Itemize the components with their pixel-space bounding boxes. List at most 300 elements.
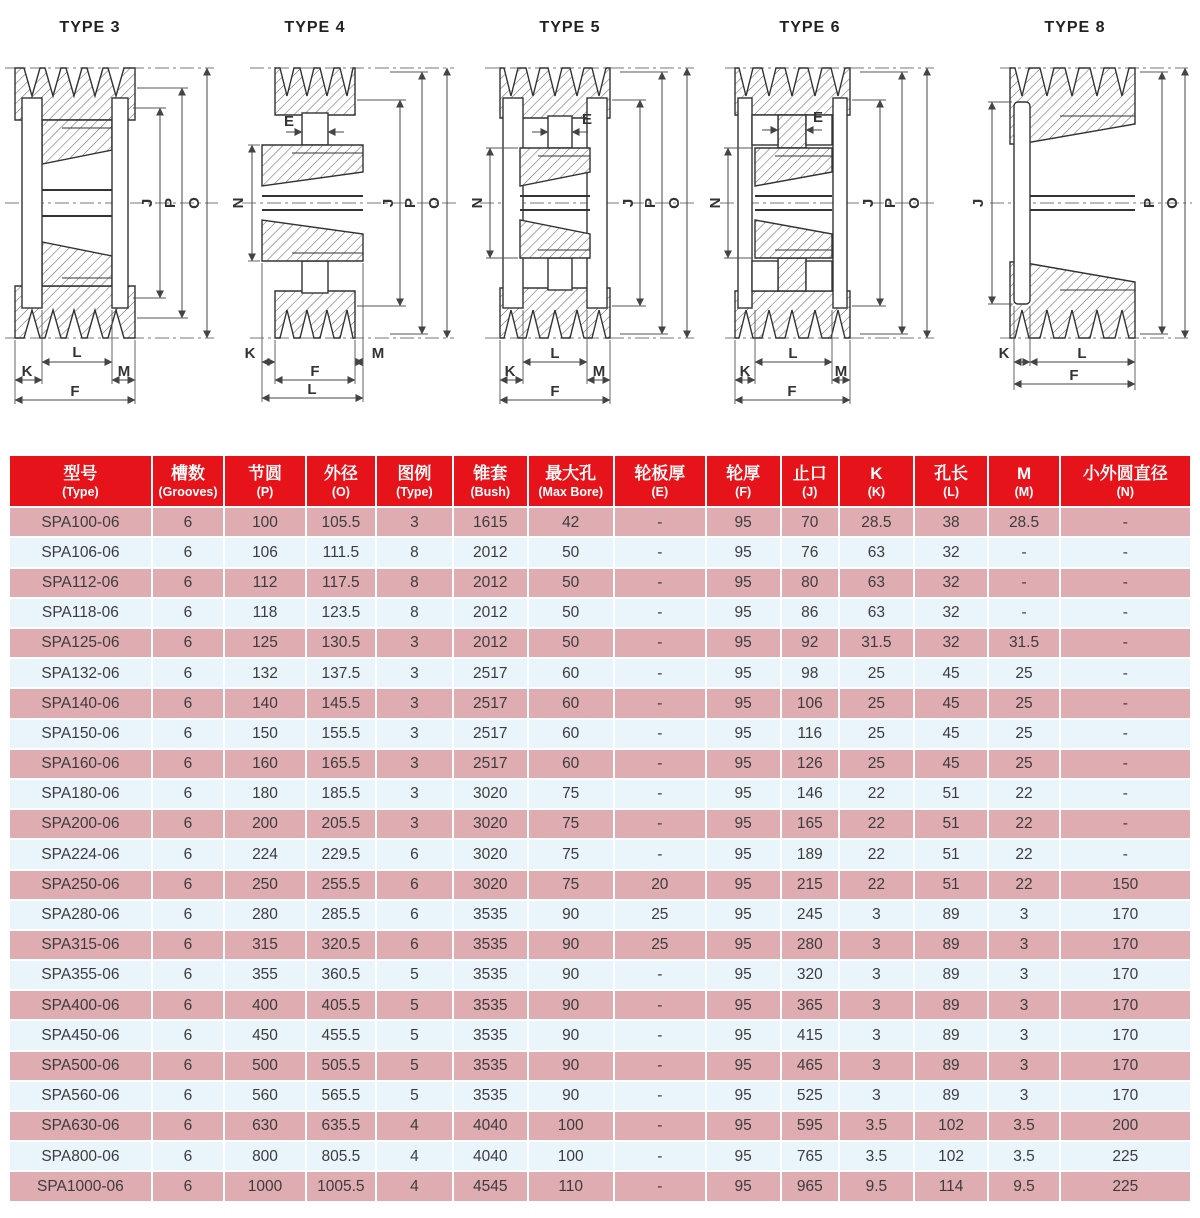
table-cell: 455.5 <box>307 1021 375 1049</box>
table-row <box>10 569 1190 597</box>
dim-label-L: L <box>1077 345 1087 362</box>
table-cell: 170 <box>1061 961 1190 989</box>
table-cell: SPA560-06 <box>10 1082 151 1110</box>
table-cell: 145.5 <box>307 689 375 717</box>
table-cell: 189 <box>782 840 839 868</box>
table-cell: 2012 <box>454 599 527 627</box>
table-cell: 22 <box>840 780 913 808</box>
dim-label-M: M <box>592 363 606 380</box>
column-header: 轮板厚 (E) <box>615 456 705 506</box>
table-cell: 3 <box>989 901 1058 929</box>
table-body <box>10 508 1190 1200</box>
table-cell: SPA200-06 <box>10 810 151 838</box>
table-cell: - <box>615 991 705 1019</box>
table-cell: 140 <box>225 689 305 717</box>
table-cell: 110 <box>529 1172 613 1200</box>
column-header: 锥套 (Bush) <box>454 456 527 506</box>
table-cell: 95 <box>707 1021 780 1049</box>
table-cell: 3.5 <box>840 1112 913 1140</box>
table-cell: 6 <box>153 780 223 808</box>
table-cell: - <box>989 569 1058 597</box>
table-cell: 3 <box>377 750 452 778</box>
table-cell: 3020 <box>454 840 527 868</box>
table-cell: 32 <box>915 629 988 657</box>
table-cell: 2517 <box>454 720 527 748</box>
table-cell: - <box>615 780 705 808</box>
table-cell: - <box>615 629 705 657</box>
table-cell: 92 <box>782 629 839 657</box>
dim-label-L: L <box>550 345 560 362</box>
dim-label-L: L <box>788 345 798 362</box>
table-cell: - <box>615 961 705 989</box>
dim-label-F: F <box>1069 367 1079 384</box>
spec-table <box>8 454 1192 1203</box>
table-cell: 245 <box>782 901 839 929</box>
table-cell: 500 <box>225 1052 305 1080</box>
table-cell: 4 <box>377 1172 452 1200</box>
dim-label-O: O <box>426 197 443 209</box>
table-cell: 3 <box>989 961 1058 989</box>
table-cell: - <box>615 810 705 838</box>
table-cell: 31.5 <box>840 629 913 657</box>
dim-label-E: E <box>813 109 824 126</box>
table-row <box>10 538 1190 566</box>
table-cell: 465 <box>782 1052 839 1080</box>
table-cell: 6 <box>153 1082 223 1110</box>
table-cell: - <box>1061 720 1190 748</box>
table-cell: SPA224-06 <box>10 840 151 868</box>
table-cell: 6 <box>153 1142 223 1170</box>
table-cell: 25 <box>615 931 705 959</box>
table-cell: - <box>1061 810 1190 838</box>
table-cell: 6 <box>153 1021 223 1049</box>
table-cell: 5 <box>377 1021 452 1049</box>
table-cell: SPA250-06 <box>10 871 151 899</box>
table-cell: 800 <box>225 1142 305 1170</box>
table-cell: 3535 <box>454 931 527 959</box>
drawing-title: TYPE 6 <box>779 19 841 36</box>
table-cell: 2012 <box>454 629 527 657</box>
table-cell: 3 <box>989 1021 1058 1049</box>
table-row <box>10 1052 1190 1080</box>
table-cell: 95 <box>707 1142 780 1170</box>
table-cell: 25 <box>989 689 1058 717</box>
table-cell: SPA150-06 <box>10 720 151 748</box>
dim-label-J: J <box>380 198 397 208</box>
table-cell: 51 <box>915 780 988 808</box>
table-cell: 100 <box>225 508 305 536</box>
table-row <box>10 840 1190 868</box>
table-cell: 1615 <box>454 508 527 536</box>
table-cell: 525 <box>782 1082 839 1110</box>
table-cell: 6 <box>153 931 223 959</box>
table-cell: 3 <box>840 961 913 989</box>
table-cell: 123.5 <box>307 599 375 627</box>
table-cell: 25 <box>989 659 1058 687</box>
table-cell: 50 <box>529 538 613 566</box>
table-cell: 6 <box>153 1112 223 1140</box>
table-cell: 3 <box>989 1082 1058 1110</box>
table-cell: 5 <box>377 961 452 989</box>
column-header: 孔长 (L) <box>915 456 988 506</box>
table-cell: 95 <box>707 931 780 959</box>
table-cell: 22 <box>989 871 1058 899</box>
table-cell: 95 <box>707 991 780 1019</box>
table-cell: - <box>615 750 705 778</box>
table-cell: 630 <box>225 1112 305 1140</box>
table-cell: 2012 <box>454 569 527 597</box>
table-row <box>10 871 1190 899</box>
table-cell: 51 <box>915 840 988 868</box>
table-cell: SPA180-06 <box>10 780 151 808</box>
table-cell: SPA106-06 <box>10 538 151 566</box>
table-cell: 60 <box>529 720 613 748</box>
table-cell: 28.5 <box>989 508 1058 536</box>
table-cell: 106 <box>782 689 839 717</box>
table-cell: 2517 <box>454 689 527 717</box>
table-cell: 2517 <box>454 750 527 778</box>
table-cell: 6 <box>153 1052 223 1080</box>
table-cell: 3020 <box>454 810 527 838</box>
table-cell: 45 <box>915 689 988 717</box>
table-cell: 3 <box>377 780 452 808</box>
table-cell: 102 <box>915 1112 988 1140</box>
table-cell: 6 <box>153 569 223 597</box>
table-cell: - <box>615 508 705 536</box>
dim-label-P: P <box>162 197 179 209</box>
table-cell: SPA400-06 <box>10 991 151 1019</box>
table-cell: 170 <box>1061 1082 1190 1110</box>
table-cell: 95 <box>707 629 780 657</box>
drawing-title: TYPE 3 <box>59 19 121 36</box>
table-cell: 170 <box>1061 931 1190 959</box>
table-cell: - <box>615 569 705 597</box>
table-cell: 355 <box>225 961 305 989</box>
table-cell: - <box>989 538 1058 566</box>
table-row <box>10 901 1190 929</box>
table-cell: 6 <box>153 961 223 989</box>
table-cell: 95 <box>707 901 780 929</box>
table-cell: 255.5 <box>307 871 375 899</box>
drawing-title: TYPE 4 <box>284 19 346 36</box>
dim-label-K: K <box>244 345 256 362</box>
table-cell: 400 <box>225 991 305 1019</box>
table-cell: 205.5 <box>307 810 375 838</box>
table-cell: 3 <box>840 1052 913 1080</box>
table-cell: - <box>1061 780 1190 808</box>
dim-label-K: K <box>739 363 751 380</box>
table-cell: 76 <box>782 538 839 566</box>
table-cell: - <box>615 1021 705 1049</box>
table-cell: 3 <box>377 508 452 536</box>
column-header: 止口 (J) <box>782 456 839 506</box>
table-cell: - <box>1061 750 1190 778</box>
table-cell: 3 <box>989 991 1058 1019</box>
table-cell: 95 <box>707 780 780 808</box>
table-row <box>10 629 1190 657</box>
table-cell: 3535 <box>454 901 527 929</box>
table-cell: 95 <box>707 689 780 717</box>
table-cell: 3 <box>840 1082 913 1110</box>
pulley-drawings-section <box>0 0 1200 448</box>
dim-label-M: M <box>371 345 385 362</box>
table-cell: 3.5 <box>989 1112 1058 1140</box>
table-cell: 3535 <box>454 961 527 989</box>
dim-label-J: J <box>860 198 877 208</box>
table-cell: 89 <box>915 991 988 1019</box>
table-cell: 3 <box>840 931 913 959</box>
table-cell: 60 <box>529 750 613 778</box>
table-cell: 185.5 <box>307 780 375 808</box>
table-cell: 89 <box>915 961 988 989</box>
table-cell: 50 <box>529 629 613 657</box>
table-cell: 45 <box>915 750 988 778</box>
column-header: 图例 (Type) <box>377 456 452 506</box>
table-cell: 3535 <box>454 991 527 1019</box>
table-cell: 2012 <box>454 538 527 566</box>
table-cell: SPA315-06 <box>10 931 151 959</box>
table-cell: 6 <box>377 931 452 959</box>
table-cell: 80 <box>782 569 839 597</box>
table-cell: 102 <box>915 1142 988 1170</box>
table-row <box>10 720 1190 748</box>
dim-label-P: P <box>642 197 659 209</box>
type-4-drawing <box>230 19 458 402</box>
table-cell: 6 <box>153 750 223 778</box>
table-cell: 25 <box>840 750 913 778</box>
table-cell: 60 <box>529 689 613 717</box>
table-row <box>10 750 1190 778</box>
table-cell: 285.5 <box>307 901 375 929</box>
table-row <box>10 659 1190 687</box>
table-cell: 95 <box>707 599 780 627</box>
table-cell: - <box>1061 689 1190 717</box>
table-cell: - <box>1061 659 1190 687</box>
table-cell: 95 <box>707 659 780 687</box>
table-cell: 45 <box>915 720 988 748</box>
drawing-title: TYPE 5 <box>539 19 601 36</box>
table-cell: 32 <box>915 538 988 566</box>
table-cell: 63 <box>840 538 913 566</box>
table-cell: - <box>615 689 705 717</box>
table-cell: - <box>989 599 1058 627</box>
table-cell: 95 <box>707 1082 780 1110</box>
table-row <box>10 1082 1190 1110</box>
dim-label-F: F <box>310 363 320 380</box>
table-cell: 6 <box>153 901 223 929</box>
table-row <box>10 508 1190 536</box>
table-cell: 90 <box>529 1082 613 1110</box>
table-cell: 90 <box>529 1052 613 1080</box>
table-cell: SPA355-06 <box>10 961 151 989</box>
table-cell: 3 <box>840 991 913 1019</box>
table-cell: 8 <box>377 569 452 597</box>
table-cell: 3535 <box>454 1052 527 1080</box>
dim-label-N: N <box>469 197 486 209</box>
table-cell: 22 <box>989 810 1058 838</box>
table-cell: - <box>615 599 705 627</box>
table-cell: 4 <box>377 1142 452 1170</box>
table-row <box>10 599 1190 627</box>
table-cell: 215 <box>782 871 839 899</box>
table-cell: 1000 <box>225 1172 305 1200</box>
column-header: 外径 (O) <box>307 456 375 506</box>
type-6-drawing <box>707 19 938 404</box>
table-cell: 95 <box>707 750 780 778</box>
table-cell: 6 <box>153 991 223 1019</box>
table-cell: 95 <box>707 840 780 868</box>
table-cell: 146 <box>782 780 839 808</box>
type-5-drawing <box>469 19 698 404</box>
dim-label-E: E <box>283 113 294 130</box>
type-8-drawing <box>970 19 1192 390</box>
table-cell: 229.5 <box>307 840 375 868</box>
dim-label-O: O <box>666 197 683 209</box>
table-cell: 89 <box>915 901 988 929</box>
table-cell: 89 <box>915 1052 988 1080</box>
table-row <box>10 991 1190 1019</box>
table-cell: 20 <box>615 871 705 899</box>
table-cell: 32 <box>915 599 988 627</box>
table-cell: SPA125-06 <box>10 629 151 657</box>
table-cell: 50 <box>529 569 613 597</box>
table-cell: 95 <box>707 871 780 899</box>
table-cell: 22 <box>840 840 913 868</box>
table-cell: 6 <box>377 840 452 868</box>
table-cell: 100 <box>529 1142 613 1170</box>
table-cell: 150 <box>1061 871 1190 899</box>
table-cell: 90 <box>529 901 613 929</box>
table-cell: 75 <box>529 871 613 899</box>
table-cell: 3020 <box>454 780 527 808</box>
column-header: 槽数 (Grooves) <box>153 456 223 506</box>
dim-label-P: P <box>402 197 419 209</box>
table-cell: 225 <box>1061 1172 1190 1200</box>
table-row <box>10 780 1190 808</box>
table-cell: 126 <box>782 750 839 778</box>
table-cell: 132 <box>225 659 305 687</box>
table-cell: 90 <box>529 1021 613 1049</box>
type-3-drawing <box>5 19 218 404</box>
table-cell: - <box>615 720 705 748</box>
table-cell: - <box>615 538 705 566</box>
pulley-drawings <box>0 0 1200 448</box>
dim-label-P: P <box>882 197 899 209</box>
table-cell: 100 <box>529 1112 613 1140</box>
column-header: 最大孔 (Max Bore) <box>529 456 613 506</box>
table-cell: 3.5 <box>989 1142 1058 1170</box>
table-cell: 95 <box>707 538 780 566</box>
table-cell: 165.5 <box>307 750 375 778</box>
table-cell: 25 <box>989 750 1058 778</box>
table-cell: 9.5 <box>840 1172 913 1200</box>
table-cell: - <box>615 1172 705 1200</box>
table-row <box>10 1112 1190 1140</box>
table-cell: 3 <box>840 1021 913 1049</box>
table-cell: 112 <box>225 569 305 597</box>
table-cell: 22 <box>989 840 1058 868</box>
table-cell: - <box>615 1112 705 1140</box>
table-row <box>10 1142 1190 1170</box>
table-cell: SPA500-06 <box>10 1052 151 1080</box>
table-cell: 105.5 <box>307 508 375 536</box>
table-cell: 137.5 <box>307 659 375 687</box>
table-cell: SPA160-06 <box>10 750 151 778</box>
table-cell: 1005.5 <box>307 1172 375 1200</box>
dim-label-M: M <box>117 363 131 380</box>
table-cell: 117.5 <box>307 569 375 597</box>
table-cell: 6 <box>153 871 223 899</box>
drawing-title: TYPE 8 <box>1044 19 1106 36</box>
table-cell: 3 <box>989 1052 1058 1080</box>
dim-label-J: J <box>970 198 987 208</box>
table-cell: 42 <box>529 508 613 536</box>
table-cell: 560 <box>225 1082 305 1110</box>
table-cell: 3 <box>377 720 452 748</box>
table-cell: 3.5 <box>840 1142 913 1170</box>
table-cell: 38 <box>915 508 988 536</box>
table-cell: 150 <box>225 720 305 748</box>
table-cell: 280 <box>225 901 305 929</box>
table-cell: 3 <box>377 629 452 657</box>
dim-label-O: O <box>1164 197 1181 209</box>
dim-label-E: E <box>582 111 593 128</box>
table-cell: 200 <box>1061 1112 1190 1140</box>
table-cell: 25 <box>840 659 913 687</box>
table-cell: 5 <box>377 1052 452 1080</box>
table-cell: 165 <box>782 810 839 838</box>
table-cell: 95 <box>707 569 780 597</box>
dim-label-P: P <box>1141 197 1158 209</box>
dim-label-N: N <box>230 197 247 209</box>
table-cell: 6 <box>377 901 452 929</box>
table-cell: 95 <box>707 508 780 536</box>
table-cell: 28.5 <box>840 508 913 536</box>
table-cell: 155.5 <box>307 720 375 748</box>
table-cell: 90 <box>529 991 613 1019</box>
table-row <box>10 1172 1190 1200</box>
table-cell: 320 <box>782 961 839 989</box>
table-cell: 3535 <box>454 1082 527 1110</box>
table-cell: 965 <box>782 1172 839 1200</box>
column-header: 节圆 (P) <box>225 456 305 506</box>
table-cell: - <box>1061 629 1190 657</box>
table-cell: - <box>1061 599 1190 627</box>
table-cell: 50 <box>529 599 613 627</box>
table-cell: 3 <box>989 931 1058 959</box>
table-row <box>10 1021 1190 1049</box>
dim-label-O: O <box>186 197 203 209</box>
table-cell: 6 <box>153 629 223 657</box>
table-cell: - <box>615 659 705 687</box>
table-cell: 2517 <box>454 659 527 687</box>
dim-label-L: L <box>72 344 82 361</box>
table-cell: 3020 <box>454 871 527 899</box>
table-cell: 32 <box>915 569 988 597</box>
table-cell: 118 <box>225 599 305 627</box>
table-cell: 75 <box>529 780 613 808</box>
table-cell: SPA1000-06 <box>10 1172 151 1200</box>
table-cell: 4545 <box>454 1172 527 1200</box>
table-cell: 765 <box>782 1142 839 1170</box>
table-cell: 200 <box>225 810 305 838</box>
table-cell: - <box>615 1142 705 1170</box>
column-header: K (K) <box>840 456 913 506</box>
table-cell: 180 <box>225 780 305 808</box>
table-cell: SPA280-06 <box>10 901 151 929</box>
table-cell: 6 <box>153 810 223 838</box>
dim-label-K: K <box>21 363 33 380</box>
